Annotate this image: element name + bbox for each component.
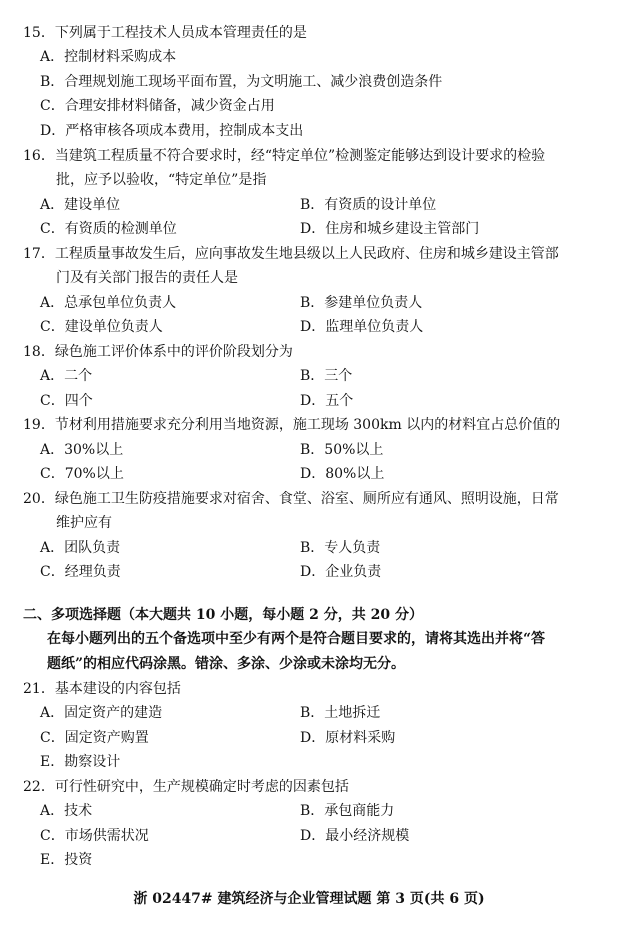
q22-option-c: C．市场供需状况	[40, 828, 149, 844]
q22-option-d: D．最小经济规模	[300, 828, 410, 844]
q16-option-a: A．建设单位	[40, 197, 121, 213]
q15-option-d: D．严格审核各项成本费用，控制成本支出	[40, 123, 304, 139]
q20-option-d: D．企业负责	[300, 564, 382, 580]
q16-option-b: B．有资质的设计单位	[300, 197, 437, 213]
q18-option-d: D．五个	[300, 393, 354, 409]
q15-option-a: A．控制材料采购成本	[40, 49, 177, 65]
question-16-text-cont: 批，应予以验收，“特定单位”是指	[56, 172, 267, 188]
question-18-text: 18．绿色施工评价体系中的评价阶段划分为	[23, 344, 293, 360]
question-19-text: 19．节材利用措施要求充分利用当地资源，施工现场 300km 以内的材料宜占总价值的	[23, 417, 561, 433]
q18-option-b: B．三个	[300, 368, 353, 384]
question-21-text: 21．基本建设的内容包括	[23, 681, 181, 697]
section-2-instruction-cont: 题纸”的相应代码涂黑。错涂、多涂、少涂或未涂均无分。	[47, 656, 406, 672]
q21-option-b: B．土地拆迁	[300, 705, 381, 721]
q21-option-c: C．固定资产购置	[40, 730, 149, 746]
q21-option-e: E．勘察设计	[40, 754, 121, 770]
q16-option-d: D．住房和城乡建设主管部门	[300, 221, 480, 237]
question-22-text: 22．可行性研究中，生产规模确定时考虑的因素包括	[23, 779, 349, 795]
section-2-instruction: 在每小题列出的五个备选项中至少有两个是符合题目要求的，请将其选出并将“答	[47, 631, 546, 647]
q15-option-b: B．合理规划施工现场平面布置，为文明施工、减少浪费创造条件	[40, 74, 443, 90]
q19-option-d: D．80%以上	[300, 466, 385, 482]
q22-option-b: B．承包商能力	[300, 803, 395, 819]
q18-option-a: A．二个	[40, 368, 93, 384]
q20-option-a: A．团队负责	[40, 540, 121, 556]
question-17-text: 17．工程质量事故发生后，应向事故发生地县级以上人民政府、住房和城乡建设主管部	[23, 246, 559, 262]
question-17-text-cont: 门及有关部门报告的责任人是	[56, 270, 238, 286]
page-footer: 浙 02447# 建筑经济与企业管理试题 第 3 页(共 6 页)	[133, 891, 485, 907]
question-15-text: 15．下列属于工程技术人员成本管理责任的是	[23, 25, 307, 41]
q17-option-d: D．监理单位负责人	[300, 319, 424, 335]
question-20-text: 20．绿色施工卫生防疫措施要求对宿舍、食堂、浴室、厕所应有通风、照明设施，日常	[23, 491, 559, 507]
q19-option-a: A．30%以上	[40, 442, 124, 458]
q16-option-c: C．有资质的检测单位	[40, 221, 177, 237]
question-16-text: 16．当建筑工程质量不符合要求时，经“特定单位”检测鉴定能够达到设计要求的检验	[23, 148, 546, 164]
q20-option-b: B．专人负责	[300, 540, 381, 556]
q21-option-a: A．固定资产的建造	[40, 705, 163, 721]
q18-option-c: C．四个	[40, 393, 93, 409]
q20-option-c: C．经理负责	[40, 564, 121, 580]
q19-option-b: B．50%以上	[300, 442, 384, 458]
q22-option-a: A．技术	[40, 803, 93, 819]
q17-option-a: A．总承包单位负责人	[40, 295, 177, 311]
question-20-text-cont: 维护应有	[56, 515, 112, 531]
q17-option-b: B．参建单位负责人	[300, 295, 423, 311]
q22-option-e: E．投资	[40, 852, 93, 868]
q21-option-d: D．原材料采购	[300, 730, 396, 746]
q19-option-c: C．70%以上	[40, 466, 124, 482]
q17-option-c: C．建设单位负责人	[40, 319, 163, 335]
q15-option-c: C．合理安排材料储备，减少资金占用	[40, 98, 275, 114]
section-2-title: 二、多项选择题（本大题共 10 小题，每小题 2 分，共 20 分）	[23, 607, 423, 623]
